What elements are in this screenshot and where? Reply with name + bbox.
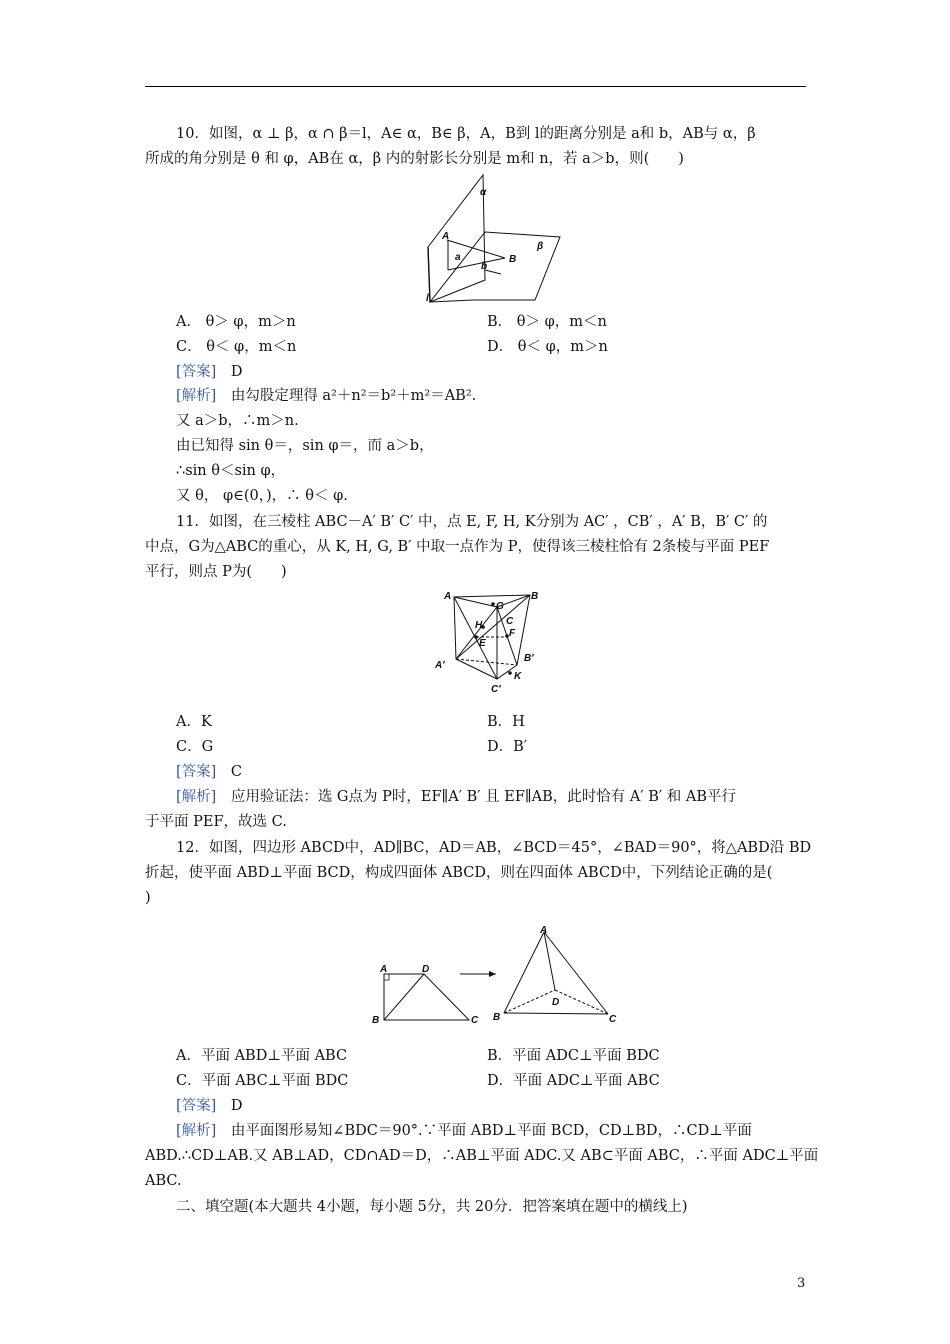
q11-figure [432, 587, 547, 695]
q10-figure [425, 172, 565, 304]
q10-option-d: D． θ＜ φ，m＞n [487, 339, 608, 355]
fig11-label-K: K [514, 671, 522, 682]
fig10-label-alpha: α [480, 187, 487, 198]
q12-analysis-line3: ABC. [145, 1173, 182, 1189]
q10-option-c: C． θ＜ φ，m＜n [176, 339, 297, 355]
section-2-heading: 二、填空题(本大题共 4小题，每小题 5分，共 20分．把答案填在题中的横线上) [176, 1199, 688, 1215]
fig10-label-beta: β [537, 241, 544, 252]
q10-option-a: A． θ＞ φ，m＞n [176, 314, 296, 330]
q11-option-c: C．G [176, 739, 214, 755]
q10-analysis-text1: 由勾股定理得 a²＋n²＝b²＋m²＝AB². [230, 388, 477, 404]
q11-analysis-line1 [176, 787, 736, 807]
fig11-label-H: H [475, 620, 483, 631]
q10-analysis-line1 [176, 386, 476, 406]
q10-answer-tag: [答案] [176, 364, 217, 380]
q12-answer-tag: [答案] [176, 1098, 217, 1114]
fig11-label-A: A [444, 591, 452, 602]
q11-analysis-line2: 于平面 PEF，故选 C. [145, 814, 287, 830]
q11-option-d: D．B′ [487, 739, 528, 755]
q10-analysis-line2: 又 a＞b，∴m＞n. [176, 413, 299, 429]
q11-answer-tag: [答案] [176, 764, 217, 780]
fig10-label-a: a [455, 252, 461, 263]
q12-option-b: B．平面 ADC⊥平面 BDC [487, 1048, 660, 1064]
q11-text-line1: 11．如图，在三棱柱 ABC－A′ B′ C′ 中，点 E, F, H, K分别为 AC′ ，CB′ ，A′ B，B′ C′ 的 [176, 514, 768, 530]
q12-option-a: A．平面 ABD⊥平面 ABC [176, 1048, 348, 1064]
q11-text-line3: 平行，则点 P为( ) [145, 564, 287, 580]
q10-answer [176, 362, 242, 382]
q12-analysis-text1: 由平面图形易知∠BDC＝90°.∵平面 ABD⊥平面 BCD，CD⊥BD，∴CD⊥平面 [230, 1123, 752, 1139]
q12-option-c: C．平面 ABC⊥平面 BDC [176, 1073, 349, 1089]
q11-option-b: B．H [487, 714, 525, 730]
fig12-label-B: B [372, 1015, 380, 1026]
q12-text-line3: ) [145, 890, 151, 906]
q10-text-line1: 10．如图，α ⊥ β，α ∩ β＝l，A∈ α，B∈ β，A，B到 l的距离分别是 a和 b，AB与 α，β [176, 126, 756, 142]
q10-analysis-line3: 由已知得 sin θ＝，sin φ＝，而 a＞b， [176, 438, 434, 454]
fig12-label-A2: A [540, 925, 548, 936]
q11-option-a: A．K [176, 714, 212, 730]
fig12-label-A: A [380, 964, 388, 975]
fig10-label-A: A [442, 231, 450, 242]
q11-answer-value: C [230, 764, 242, 780]
fig10-label-B: B [509, 254, 517, 265]
fig11-label-C1: C′ [491, 684, 501, 695]
q10-analysis-line5: 又 θ， φ∈(0，)，∴ θ＜ φ. [176, 488, 348, 504]
fig10-label-b: b [481, 261, 488, 272]
fig12-label-D: D [422, 964, 430, 975]
q11-analysis-tag: [解析] [176, 789, 217, 805]
q10-analysis-tag: [解析] [176, 388, 217, 404]
q12-text-line2: 折起，使平面 ABD⊥平面 BCD，构成四面体 ABCD，则在四面体 ABCD中，下列结论正确的是( [145, 865, 773, 881]
fig11-label-B: B [531, 591, 539, 602]
fig11-label-F: F [509, 628, 516, 639]
fig11-label-C: C [506, 616, 514, 627]
fig11-label-A1: A′ [435, 660, 445, 671]
fig12-label-C2: C [609, 1014, 617, 1025]
fig12-label-C: C [471, 1015, 479, 1026]
q10-answer-value: D [230, 364, 243, 380]
q12-answer-value: D [230, 1098, 243, 1114]
fig10-label-l: l [426, 293, 429, 304]
q10-text-line2: 所成的角分别是 θ 和 φ，AB在 α，β 内的射影长分别是 m和 n，若 a＞b，则( ) [145, 151, 684, 167]
q12-analysis-line2: ABD.∴CD⊥AB.又 AB⊥AD，CD∩AD＝D，∴AB⊥平面 ADC.又 AB⊂平面 ABC，∴平面 ADC⊥平面 [145, 1148, 819, 1164]
fig11-label-G: G [496, 601, 504, 612]
q11-analysis-text1: 应用验证法：选 G点为 P时，EF∥A′ B′ 且 EF∥AB，此时恰有 A′ B′ 和 AB平行 [230, 789, 737, 805]
page-number: 3 [797, 1276, 806, 1291]
q12-analysis-tag: [解析] [176, 1123, 217, 1139]
q12-option-d: D．平面 ADC⊥平面 ABC [487, 1073, 660, 1089]
q12-analysis-line1 [176, 1121, 752, 1141]
q12-figure [372, 922, 622, 1030]
header-rule [145, 86, 806, 87]
fig11-label-E: E [479, 638, 486, 649]
fig12-label-B2: B [493, 1012, 501, 1023]
q11-text-line2: 中点，G为△ABC的重心，从 K, H, G, B′ 中取一点作为 P，使得该三棱柱恰有 2条棱与平面 PEF [145, 539, 770, 555]
q12-answer [176, 1096, 242, 1116]
fig12-label-D2: D [552, 997, 560, 1008]
q10-option-b: B． θ＞ φ，m＜n [487, 314, 607, 330]
q11-answer [176, 762, 242, 782]
q12-text-line1: 12．如图，四边形 ABCD中，AD∥BC，AD＝AB，∠BCD＝45°，∠BAD＝90°，将△ABD沿 BD [176, 840, 812, 856]
q10-analysis-line4: ∴sin θ＜sin φ， [176, 463, 286, 479]
fig11-label-B1: B′ [524, 653, 534, 664]
